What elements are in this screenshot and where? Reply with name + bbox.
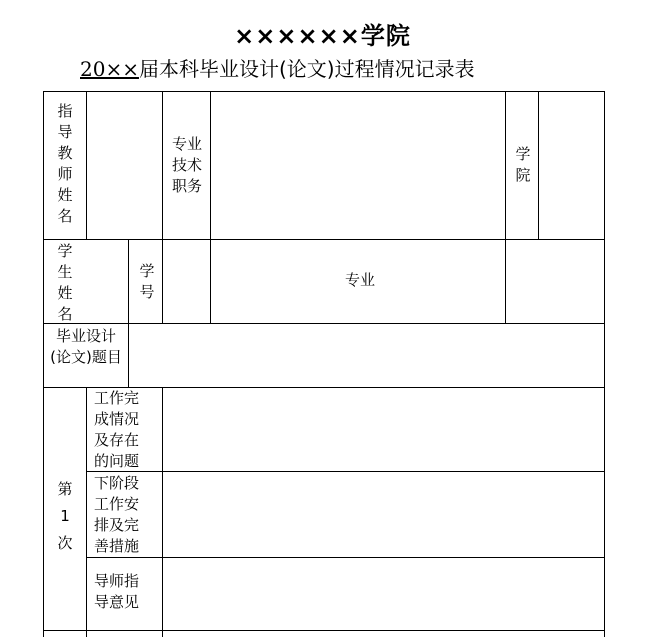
- advisor-opinion-field[interactable]: [163, 558, 603, 629]
- professional-title-label: 专业技术职务: [171, 135, 202, 195]
- page-subtitle: [80, 53, 475, 82]
- college-field[interactable]: [539, 92, 603, 238]
- student-id-label: 学号: [139, 262, 155, 301]
- student-id-field[interactable]: [163, 240, 209, 322]
- advisor-opinion-label: 导师指导意见: [94, 572, 140, 611]
- student-name-field[interactable]: [87, 240, 127, 322]
- col-divider: [86, 387, 87, 637]
- row-divider: [43, 630, 605, 631]
- work-status-field[interactable]: [163, 388, 603, 470]
- page-title: ××××××学院: [234, 22, 411, 50]
- subtitle-text: 届本科毕业设计(论文)过程情况记录表: [138, 57, 475, 81]
- professional-title-field[interactable]: [211, 92, 504, 238]
- round-label: 第 1 次: [57, 480, 73, 552]
- table-border-right: [604, 91, 605, 637]
- subtitle-year: 20××: [80, 57, 139, 81]
- next-plan-field[interactable]: [163, 472, 603, 556]
- major-label: 专业: [344, 271, 375, 289]
- work-status-label: 工作完成情况及存在的问题: [94, 389, 140, 470]
- next-plan-label: 下阶段工作安排及完善措施: [94, 474, 140, 555]
- advisor-name-field[interactable]: [87, 92, 161, 238]
- student-name-label: 学生姓名: [57, 242, 73, 323]
- table-border-left: [43, 91, 44, 637]
- advisor-name-label: 指导教师姓名: [57, 102, 73, 225]
- thesis-topic-field[interactable]: [129, 324, 603, 386]
- major-field[interactable]: [506, 240, 603, 322]
- thesis-topic-label: 毕业设计(论文)题目: [50, 327, 122, 366]
- college-label: 学院: [515, 145, 531, 184]
- col-divider: [128, 239, 129, 323]
